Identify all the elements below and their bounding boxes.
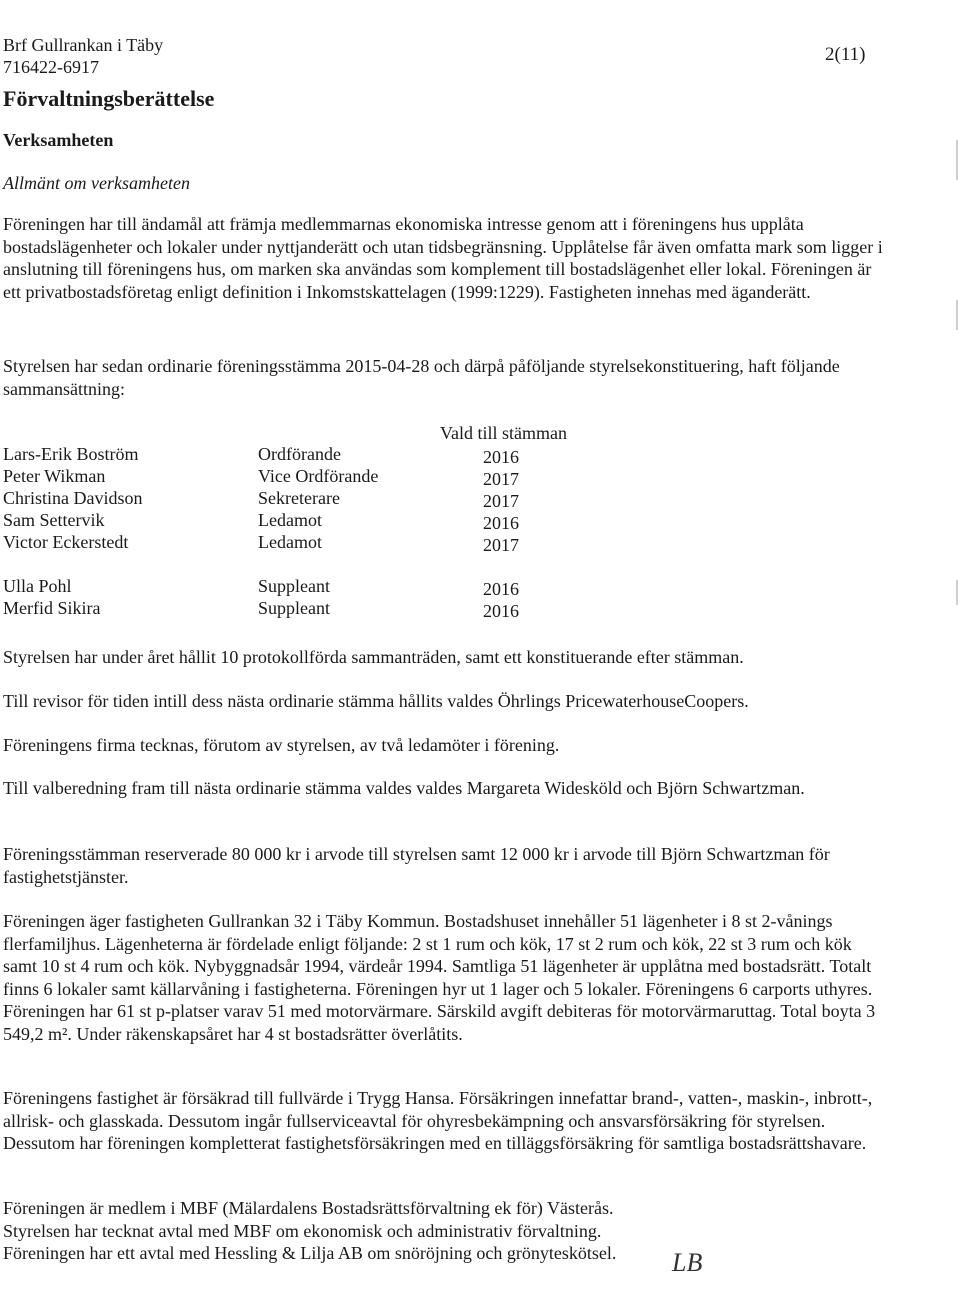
document-title: Förvaltningsberättelse — [3, 86, 215, 111]
subsection-heading: Allmänt om verksamheten — [3, 173, 190, 193]
agreement-line: Styrelsen har tecknat avtal med MBF om ekonomisk och administrativ förvaltning. — [3, 1220, 602, 1241]
board-member-row — [0, 444, 700, 466]
scan-edge-mark — [956, 140, 958, 180]
deputy-year: 2016 — [483, 579, 519, 599]
paragraph-fees: Föreningsstämman reserverade 80 000 kr i arvode till styrelsen samt 12 000 kr i arvode till Björn Schwartzman för fastighetstjänster. — [3, 844, 830, 887]
paragraph-agreements — [3, 1197, 888, 1265]
board-member-row — [0, 466, 700, 488]
paragraph-signatory: Föreningens firma tecknas, förutom av styrelsen, av två ledamöter i förening. — [3, 735, 560, 755]
member-role: Sekreterare — [258, 488, 340, 508]
deputy-name: Ulla Pohl — [3, 576, 72, 596]
handwritten-initials: LB — [672, 1248, 703, 1277]
paragraph-property: Föreningen äger fastigheten Gullrankan 32 i Täby Kommun. Bostadshuset innehåller 51 lägenheter i 8 st 2-vånings flerfamiljhus. Lägenheterna är fördelade enligt följande: 2 st 1 rum och kök, 17 st 2 rum och kök, 22 st 3 rum och kök samt 10 st 4 rum och kök. Nybyggnadsår 1994, värdeår 1994. Samtliga 51 lägenheter är upplåtna med bostadsrätt. Totalt finns 6 lokaler samt källarvåning i fastigheterna. Föreningen hyr ut 1 lager och 5 lokaler. Föreningens 6 carports uthyres. Föreningen har 61 st p-platser varav 51 med motorvärmare. Särskild avgift debiteras för motorvärmaruttag. Total boyta 3 549,2 m². Under räkenskapsåret har 4 st bostadsrätter överlåtits. — [3, 911, 876, 1044]
member-name: Lars-Erik Boström — [3, 444, 139, 464]
member-role: Ledamot — [258, 532, 322, 552]
scan-edge-mark — [956, 580, 958, 605]
member-name: Christina Davidson — [3, 488, 143, 508]
deputy-year: 2016 — [483, 601, 519, 621]
board-member-row — [0, 510, 700, 532]
member-role: Ledamot — [258, 510, 322, 530]
paragraph-nomination: Till valberedning fram till nästa ordinarie stämma valdes valdes Margareta Widesköld och Björn Schwartzman. — [3, 778, 805, 798]
paragraph-purpose: Föreningen har till ändamål att främja medlemmarnas ekonomiska intresse genom att i föreningens hus upplåta bostadslägenheter och lokaler under nyttjanderätt och utan tidsbegränsning. Upplåtelse får även omfatta mark som ligger i anslutning till föreningens hus, om marken ska användas som komplement till bostadslägenhet eller lokal. Föreningen är ett privatbostadsföretag enligt definition i Inkomstskattelagen (1999:1229). Fastigheten innehas med äganderätt. — [3, 214, 883, 302]
deputy-role: Suppleant — [258, 576, 330, 596]
page-number: 2(11) — [825, 44, 866, 65]
member-name: Peter Wikman — [3, 466, 106, 486]
member-year: 2016 — [483, 447, 519, 467]
member-name: Victor Eckerstedt — [3, 532, 129, 552]
member-year: 2017 — [483, 535, 519, 555]
deputy-name: Merfid Sikira — [3, 598, 101, 618]
deputy-role: Suppleant — [258, 598, 330, 618]
board-member-row — [0, 488, 700, 510]
board-deputy-row — [0, 598, 700, 620]
board-member-row — [0, 532, 700, 554]
organization-name: Brf Gullrankan i Täby — [3, 35, 164, 55]
member-year: 2016 — [483, 513, 519, 533]
member-role: Vice Ordförande — [258, 466, 379, 486]
board-deputy-row — [0, 576, 700, 598]
scan-edge-mark — [956, 300, 958, 330]
member-year: 2017 — [483, 469, 519, 489]
member-name: Sam Settervik — [3, 510, 105, 530]
section-heading: Verksamheten — [3, 130, 114, 150]
member-year: 2017 — [483, 491, 519, 511]
paragraph-board-intro: Styrelsen har sedan ordinarie föreningsstämma 2015-04-28 och därpå påföljande styrelsekonstituering, haft följande sammansättning: — [3, 356, 840, 399]
member-role: Ordförande — [258, 444, 341, 464]
paragraph-auditor: Till revisor för tiden intill dess nästa ordinarie stämma hållits valdes Öhrlings PricewaterhouseCoopers. — [3, 691, 749, 711]
board-table-header: Vald till stämman — [440, 423, 567, 443]
paragraph-meetings: Styrelsen har under året hållit 10 protokollförda sammanträden, samt ett konstituerande efter stämman. — [3, 647, 744, 667]
organization-number: 716422-6917 — [3, 57, 99, 77]
agreement-line: Föreningen har ett avtal med Hessling & Lilja AB om snöröjning och grönyteskötsel. — [3, 1243, 617, 1263]
agreement-line: Föreningen är medlem i MBF (Mälardalens Bostadsrättsförvaltning ek för) Västerås. — [3, 1198, 614, 1218]
paragraph-insurance: Föreningens fastighet är försäkrad till fullvärde i Trygg Hansa. Försäkringen innefattar brand-, vatten-, maskin-, inbrott-, allrisk- och glasskada. Dessutom ingår fullserviceavtal för ohyresbekämpning och ansvarsförsäkring för styrelsen. Dessutom har föreningen kompletterat fastighetsförsäkringen med en tilläggsförsäkring för samtliga bostadsrättshavare. — [3, 1088, 873, 1153]
